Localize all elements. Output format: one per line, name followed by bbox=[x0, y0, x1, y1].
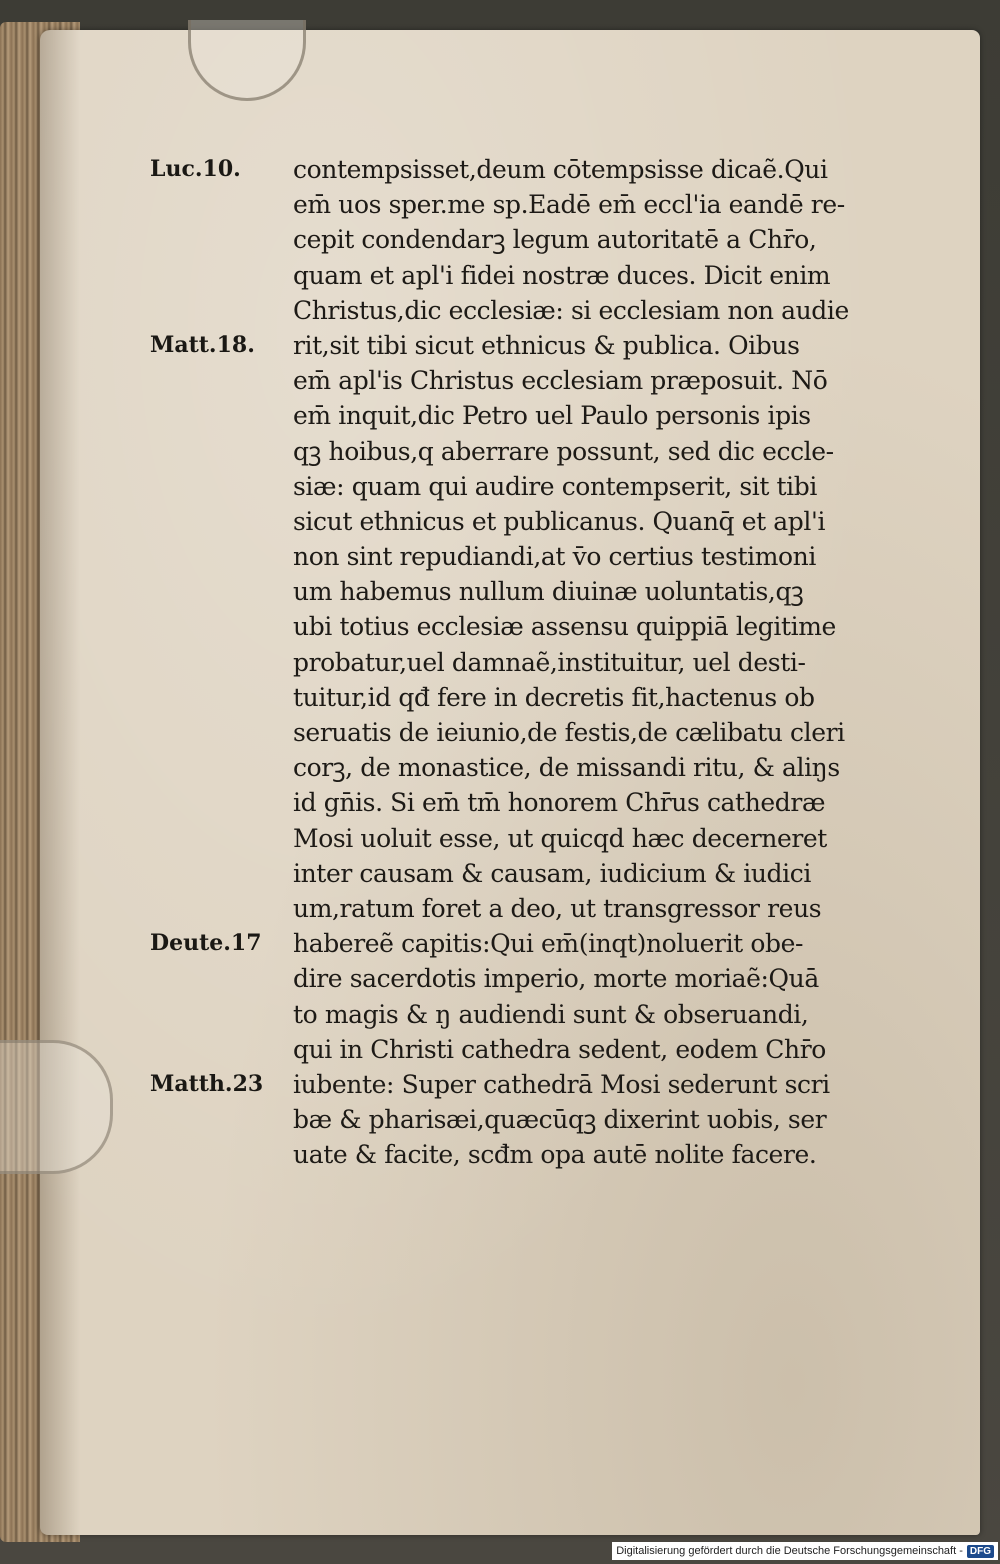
text-line-content: em̄ inquit,dic Petro uel Paulo personis ipis bbox=[293, 401, 811, 431]
text-block bbox=[150, 152, 940, 1172]
text-line-content: sicut ethnicus et publicanus. Quanq̄ et apl'i bbox=[293, 506, 826, 536]
text-line bbox=[150, 680, 940, 715]
text-line bbox=[150, 398, 940, 433]
text-line-content: inter causam & causam, iudicium & iudici bbox=[293, 858, 811, 888]
text-line-content: non sint repudiandi,at v̄o certius testimoni bbox=[293, 542, 816, 572]
margin-note-matt-18: Matt.18. bbox=[150, 331, 255, 358]
text-line-content: cepit condendarꝫ legum autoritatē a Chr̄o, bbox=[293, 225, 817, 255]
text-line bbox=[150, 785, 940, 820]
text-line bbox=[150, 715, 940, 750]
book-clip-left bbox=[0, 1040, 113, 1174]
text-line bbox=[150, 539, 940, 574]
text-line-content: probatur,uel damnaẽ,instituitur, uel desti- bbox=[293, 647, 806, 677]
text-line bbox=[150, 293, 940, 328]
text-line bbox=[150, 961, 940, 996]
text-line-content: bæ & pharisæi,quæcūqꝫ dixerint uobis, ser bbox=[293, 1105, 827, 1135]
margin-note-luc: Luc.10. bbox=[150, 156, 241, 182]
text-line bbox=[150, 152, 940, 187]
text-line bbox=[150, 1102, 940, 1137]
text-line-content: id gn̄is. Si em̄ tm̄ honorem Chr̄us cathedræ bbox=[293, 788, 826, 818]
text-line bbox=[150, 187, 940, 222]
credit-text: Digitalisierung gefördert durch die Deutsche Forschungsgemeinschaft - bbox=[616, 1545, 963, 1557]
text-line-content: um habemus nullum diuinæ uoluntatis,qꝫ bbox=[293, 577, 804, 607]
text-line bbox=[150, 1032, 940, 1067]
text-line-content: Christus,dic ecclesiæ: si ecclesiam non audie bbox=[293, 295, 849, 325]
text-line-content: Mosi uoluit esse, ut quicqd hæc decerneret bbox=[293, 823, 827, 853]
text-line bbox=[150, 891, 940, 926]
text-line-content: qꝫ hoibus,q aberrare possunt, sed dic eccle- bbox=[293, 436, 834, 466]
text-line bbox=[150, 328, 940, 363]
text-line-content: uate & facite, scđm opa autē nolite facere. bbox=[293, 1140, 817, 1170]
text-line bbox=[150, 926, 940, 961]
text-line-content: siæ: quam qui audire contempserit, sit tibi bbox=[293, 471, 817, 501]
text-line bbox=[150, 363, 940, 398]
text-line-content: em̄ uos sper.me sp.Eadē em̄ eccl'ia eandē re- bbox=[293, 190, 845, 220]
text-line bbox=[150, 997, 940, 1032]
text-line bbox=[150, 821, 940, 856]
text-line-content: to magis & ŋ audiendi sunt & obseruandi, bbox=[293, 999, 809, 1029]
text-line bbox=[150, 469, 940, 504]
margin-note-deute-17: Deute.17 bbox=[150, 930, 262, 957]
text-line-content: iubente: Super cathedrā Mosi sederunt scri bbox=[293, 1069, 830, 1099]
text-line-content: dire sacerdotis imperio, morte moriaẽ:Quā bbox=[293, 964, 819, 994]
text-line bbox=[150, 1137, 940, 1172]
text-line bbox=[150, 434, 940, 469]
text-line bbox=[150, 258, 940, 293]
text-line bbox=[150, 222, 940, 257]
text-line-content: rit,sit tibi sicut ethnicus & publica. Oibus bbox=[293, 330, 800, 360]
text-line-content: quam et apl'i fidei nostræ duces. Dicit enim bbox=[293, 260, 831, 290]
text-line-content: ubi totius ecclesiæ assensu quippiā legitime bbox=[293, 612, 836, 642]
text-line-content: habereẽ capitis:Qui em̄(inqt)noluerit obe- bbox=[293, 929, 804, 959]
dfg-logo: DFG bbox=[967, 1545, 994, 1558]
text-line bbox=[150, 856, 940, 891]
text-line-content: contempsisset,deum cōtempsisse dicaẽ.Qui bbox=[293, 155, 828, 184]
text-line-content: um,ratum foret a deo, ut transgressor reus bbox=[293, 893, 822, 923]
text-line-content: em̄ apl'is Christus ecclesiam præposuit. Nō bbox=[293, 366, 828, 396]
text-line bbox=[150, 645, 940, 680]
margin-note-matth-23: Matth.23 bbox=[150, 1070, 264, 1097]
text-line-content: seruatis de ieiunio,de festis,de cælibatu cleri bbox=[293, 718, 845, 747]
text-line bbox=[150, 750, 940, 785]
text-line bbox=[150, 1067, 940, 1102]
text-line bbox=[150, 574, 940, 609]
text-line-content: qui in Christi cathedra sedent, eodem Chr̄o bbox=[293, 1034, 826, 1064]
text-line bbox=[150, 504, 940, 539]
text-line-content: tuitur,id qđ fere in decretis fit,hactenus ob bbox=[293, 682, 815, 712]
text-line bbox=[150, 609, 940, 644]
digitization-credit bbox=[612, 1542, 998, 1560]
text-line-content: corꝫ, de monastice, de missandi ritu, & aliŋs bbox=[293, 753, 840, 783]
